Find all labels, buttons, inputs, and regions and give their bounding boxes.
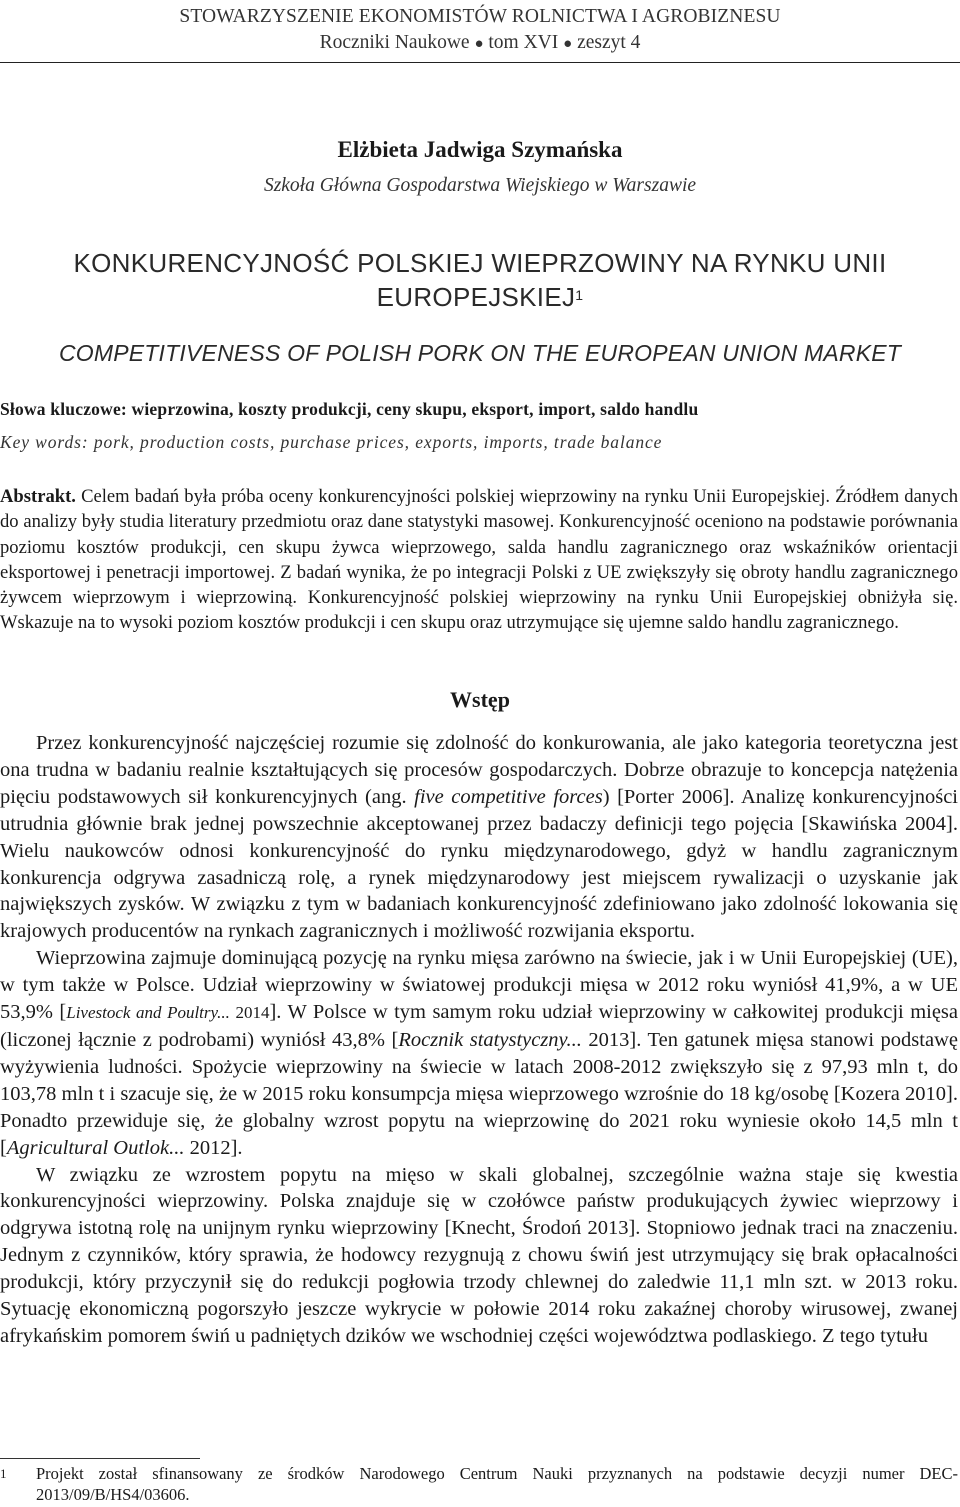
abstract-text: Celem badań była próba oceny konkurencyjności polskiej wieprzowiny na rynku Unii Europejskiej. Źródłem danych do analizy były studia literatury przedmiotu oraz dane statystyki masowej. Konkurencyjność oceniono na podstawie porównania poziomu kosztów produkcji, cen skupu żywca wieprzowego, salda handlu zagranicznego oraz wskaźników orientacji eksportowej i penetracji importowej. Z badań wynika, że po integracji Polski z UE zwiększyły się obroty handlu zagranicznego żywcem wieprzowym i wieprzowiną. Konkurencyjność polskiej wieprzowiny na rynku Unii Europejskiej obniżyła się. Wskazuje na to wysoki poziom kosztów produkcji i cen skupu oraz utrzymujące się ujemne saldo handlu zagranicznego. [0, 486, 958, 634]
paragraph: Przez konkurencyjność najczęściej rozumie się zdolność do konkurowania, ale jako kategoria teoretyczna jest ona trudna w badaniu realnie kształtujących się procesów gospodarczych. Dobrze obrazuje to koncepcja natężenia pięciu podstawowych sił konkurencyjnych (ang. five competitive forces) [Porter 2006]. Analizę konkurencyjności utrudnia głównie brak jednej powszechnie akceptowanej przez badaczy definicji tego pojęcia [Skawińska 2004]. Wielu naukowców odnosi konkurencyjność do rynku międzynarodowego, gdyż w handlu zagranicznym konkurencja odgrywa zasadniczą rolę, a rynek międzynarodowy jest miejscem rywalizacji o uzyskanie jak największych zysków. W związku z tym w badaniach konkurencyjność zdefiniowano jako zdolność lokowania się krajowych producentów na rynkach zagranicznych i możliwość rozwijania eksportu. [0, 732, 959, 943]
section-heading: Wstęp [450, 687, 510, 712]
author-affiliation: Szkoła Główna Gospodarstwa Wiejskiego w Warszawie [263, 175, 697, 196]
journal-name: Roczniki Naukowe [319, 32, 470, 53]
journal-issue: zeszyt 4 [577, 32, 641, 53]
title-english: COMPETITIVENESS OF POLISH PORK ON THE EUROPEAN UNION MARKET [58, 340, 902, 366]
header-rule [0, 62, 960, 63]
paragraph: Wieprzowina zajmuje dominującą pozycję na rynku mięsa zarówno na świecie, jak i w Unii Europejskiej (UE), w tym także w Polsce. Udział wieprzowiny w światowej produkcji mięsa w 2012 roku wyniósł 41,9%, a w UE 53,9% [Livestock and Poultry... 2014]. W Polsce w tym samym roku udział wieprzowiny w całkowitej produkcji mięsa (liczonej łącznie z podrobami) wyniósł 43,8% [Rocznik statystyczny... 2013]. Ten gatunek mięsa stanowi podstawę wyżywienia ludności. Spożycie wieprzowiny na świecie w latach 2008-2012 zwiększyło się z 97,93 mln t, do 103,78 mln t i szacuje się, że w 2015 roku konsumpcja mięsa wieprzowego wzrośnie do 18 kg/osobę [Kozera 2010]. Ponadto przewiduje się, że globalny wzrost popytu na wieprzowinę do 2021 roku wyniesie około 14,5 mln t [Agricultural Outlok... 2012]. [0, 947, 959, 1159]
footnote-number: 1 [0, 1466, 7, 1481]
bullet-separator: ● [563, 36, 573, 52]
body-text [0, 730, 958, 1350]
bullet-separator: ● [474, 36, 484, 52]
paragraph: W związku ze wzrostem popytu na mięso w skali globalnej, szczególnie ważna staje się kwestia konkurencyjności wieprzowiny. Polska znajduje się w czołówce państw produkujących żywiec wieprzowy i odgrywa istotną rolę na unijnym rynku wieprzowiny [Knecht, Środoń 2013]. Stopniowo jednak traci na znaczeniu. Jednym z czynników, który sprawia, że hodowcy rezygnują z chowu świń jest utrzymujący się brak opłacalności produkcji, który przyczynił się do redukcji pogłowia trzody chlewnej do zaledwie 11,1 mln szt. w 2013 roku. Sytuację ekonomiczną pogorszyło jeszcze wykrycie w połowie 2014 roku zakaźnej choroby wirusowej, zwanej afrykańskim pomorem świń u padniętych dzików we wschodniej części województwa podlaskiego. Z tego tytułu [0, 1163, 958, 1347]
journal-volume: tom XVI [488, 32, 559, 53]
title-polish-line-2: EUROPEJSKIEJ$^1$ [376, 282, 584, 312]
journal-organization: STOWARZYSZENIE EKONOMISTÓW ROLNICTWA I AGROBIZNESU [179, 6, 781, 27]
keywords-english: Key words: pork, production costs, purchase prices, exports, imports, trade balance [0, 432, 663, 452]
author-name: Elżbieta Jadwiga Szymańska [337, 137, 623, 162]
footnote-text: Projekt został sfinansowany ze środków Narodowego Centrum Nauki przyznanych na podstawie decyzji numer DEC-2013/09/B/HS4/03606. [36, 1464, 958, 1504]
title-polish [0, 246, 960, 314]
footnote [0, 1463, 958, 1505]
abstract [0, 484, 958, 636]
abstract-label: Abstrakt. [0, 486, 76, 507]
keywords-polish: Słowa kluczowe: wieprzowina, koszty produkcji, ceny skupu, eksport, import, saldo handlu [0, 399, 699, 419]
journal-issue-line [0, 32, 960, 54]
title-footnote-mark[interactable]: 1 [575, 287, 584, 303]
footnote-rule [0, 1458, 200, 1459]
title-polish-line-1: KONKURENCYJNOŚĆ POLSKIEJ WIEPRZOWINY NA RYNKU UNII [73, 248, 887, 278]
